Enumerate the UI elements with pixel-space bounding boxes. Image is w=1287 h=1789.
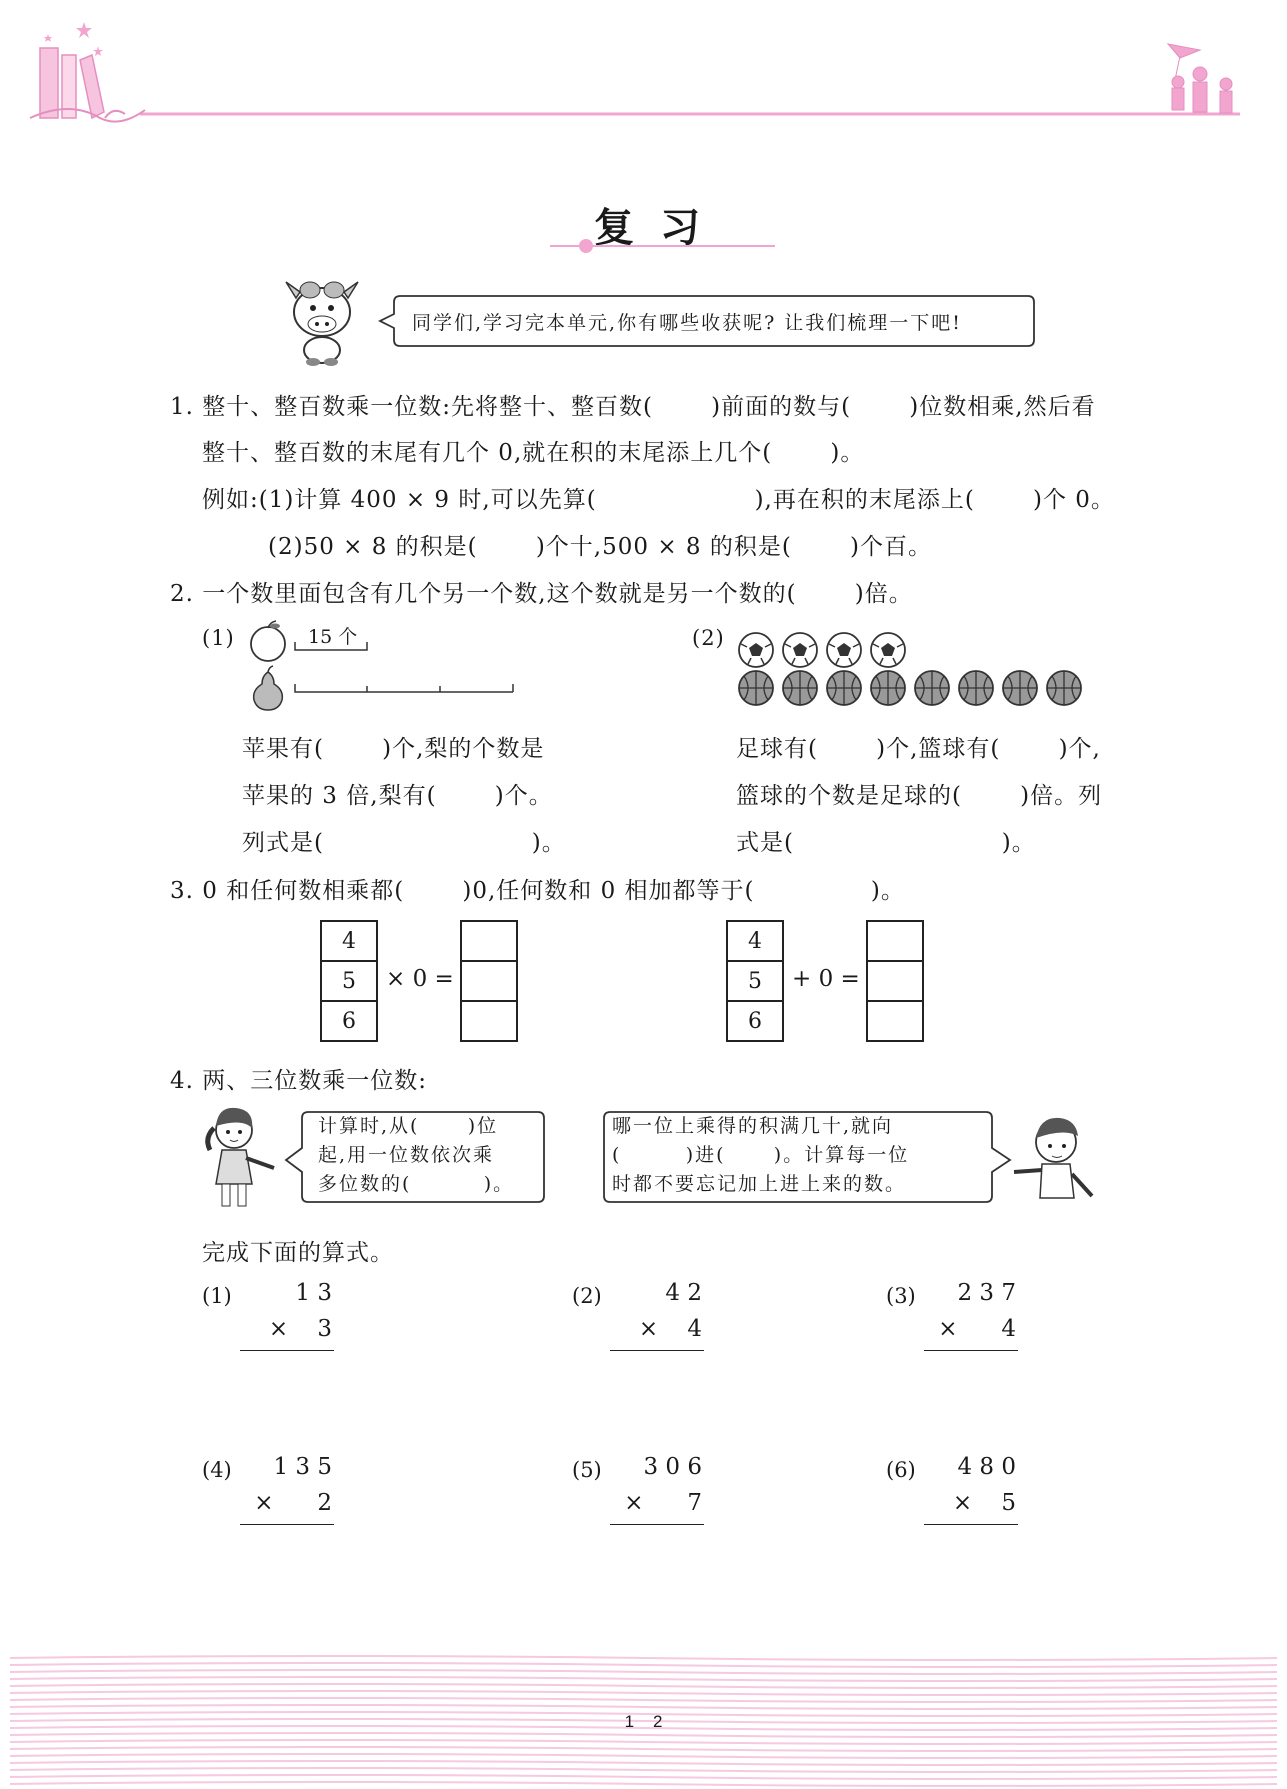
football-icon	[783, 633, 817, 667]
q4-line1: 4. 两、三位数乘一位数:	[170, 1068, 428, 1094]
q3-right-operator: + 0 =	[792, 966, 860, 992]
problem-multiplier: × 2	[254, 1490, 332, 1516]
basketball-icon	[739, 671, 773, 705]
basketball-icon	[827, 671, 861, 705]
basketball-icon	[783, 671, 817, 705]
football-icon	[871, 633, 905, 667]
problem-multiplier: × 5	[952, 1490, 1016, 1516]
problem-label: (6)	[886, 1458, 916, 1482]
problem-top-number: 4 2	[665, 1280, 702, 1306]
q2-part1-label: (1)	[202, 626, 235, 650]
girl-speech-text: 计算时,从( )位 起,用一位数依次乘 多位数的( )。	[318, 1115, 515, 1195]
q2-part2-text2: 篮球的个数是足球的( )倍。列	[736, 783, 1103, 809]
problem-multiplier: × 3	[268, 1316, 332, 1342]
q2-line1: 2. 一个数里面包含有几个另一个数,这个数就是另一个数的( )倍。	[170, 581, 913, 607]
basketball-icon	[915, 671, 949, 705]
girl-icon	[196, 1104, 288, 1214]
basketball-icon	[871, 671, 905, 705]
q3-left-number-column	[320, 920, 378, 1042]
number-cell: 4	[727, 921, 783, 961]
football-icon	[827, 633, 861, 667]
books-icon	[30, 48, 145, 122]
problem-top-number: 1 3 5	[273, 1454, 332, 1480]
problem-underline	[610, 1524, 704, 1525]
number-cell: 4	[321, 921, 377, 961]
problem-underline	[240, 1524, 334, 1525]
problem-multiplier: × 4	[638, 1316, 702, 1342]
q1-line4: (2)50 × 8 的积是( )个十,500 × 8 的积是( )个百。	[268, 534, 932, 560]
header-decoration	[0, 0, 1287, 140]
answer-box[interactable]	[461, 921, 517, 961]
q3-line1: 3. 0 和任何数相乘都( )0,任何数和 0 相加都等于( )。	[170, 878, 905, 904]
boy-speech-text: 哪一位上乘得的积满几十,就向 ( )进( )。计算每一位 时都不要忘记加上进上来的数。	[612, 1115, 910, 1195]
intro-speech-text: 同学们,学习完本单元,你有哪些收获呢? 让我们梳理一下吧!	[412, 312, 962, 334]
problem-label: (2)	[572, 1284, 602, 1308]
problem-multiplier: × 7	[624, 1490, 702, 1516]
basketball-icon	[1047, 671, 1081, 705]
problem-underline	[924, 1350, 1018, 1351]
q4-instruction: 完成下面的算式。	[202, 1240, 394, 1266]
problem-top-number: 2 3 7	[957, 1280, 1016, 1306]
problem-top-number: 4 8 0	[957, 1454, 1016, 1480]
answer-box[interactable]	[867, 1001, 923, 1041]
title-underline	[540, 236, 780, 256]
number-cell: 5	[321, 961, 377, 1001]
q1-line2: 整十、整百数的末尾有几个 0,就在积的末尾添上几个( )。	[202, 440, 865, 466]
problem-multiplier: × 4	[938, 1316, 1016, 1342]
cow-mascot-icon	[280, 272, 365, 367]
q2-part1-text1: 苹果有( )个,梨的个数是	[242, 736, 545, 762]
problem-underline	[610, 1350, 704, 1351]
answer-box[interactable]	[461, 1001, 517, 1041]
problem-top-number: 1 3	[295, 1280, 332, 1306]
basketball-icon	[959, 671, 993, 705]
basketball-icon	[1003, 671, 1037, 705]
q2-part1-text3: 列式是( )。	[242, 830, 566, 856]
problem-top-number: 3 0 6	[643, 1454, 702, 1480]
q3-left-answer-column	[460, 920, 518, 1042]
answer-box[interactable]	[867, 961, 923, 1001]
number-cell: 5	[727, 961, 783, 1001]
ball-diagram	[736, 628, 1096, 708]
q2-part1-text2: 苹果的 3 倍,梨有( )个。	[242, 783, 553, 809]
problem-underline	[924, 1524, 1018, 1525]
children-kite-icon	[1168, 44, 1232, 113]
number-cell: 6	[321, 1001, 377, 1041]
page-title: 复 习	[594, 204, 706, 251]
q3-right-answer-column	[866, 920, 924, 1042]
problem-label: (4)	[202, 1458, 232, 1482]
apple-pear-diagram	[245, 620, 525, 716]
number-cell: 6	[727, 1001, 783, 1041]
problem-underline	[240, 1350, 334, 1351]
boy-icon	[1008, 1112, 1098, 1212]
problem-label: (1)	[202, 1284, 232, 1308]
pear-icon	[254, 666, 283, 710]
q3-left-operator: × 0 =	[386, 966, 454, 992]
apple-icon	[251, 621, 285, 661]
football-icon	[739, 633, 773, 667]
q1-line3: 例如:(1)计算 400 × 9 时,可以先算( ),再在积的末尾添上( )个 0。	[202, 487, 1115, 513]
q1-line1: 1. 整十、整百数乘一位数:先将整十、整百数( )前面的数与( )位数相乘,然后看	[170, 394, 1096, 420]
q2-part2-text3: 式是( )。	[736, 830, 1036, 856]
problem-label: (3)	[886, 1284, 916, 1308]
q2-part2-label: (2)	[692, 626, 725, 650]
page-number: 1 2	[624, 1712, 663, 1731]
q3-right-number-column	[726, 920, 784, 1042]
answer-box[interactable]	[867, 921, 923, 961]
problem-label: (5)	[572, 1458, 602, 1482]
q2-part2-text1: 足球有( )个,篮球有( )个,	[736, 736, 1101, 762]
answer-box[interactable]	[461, 961, 517, 1001]
apple-count-label: 15 个	[308, 626, 358, 648]
